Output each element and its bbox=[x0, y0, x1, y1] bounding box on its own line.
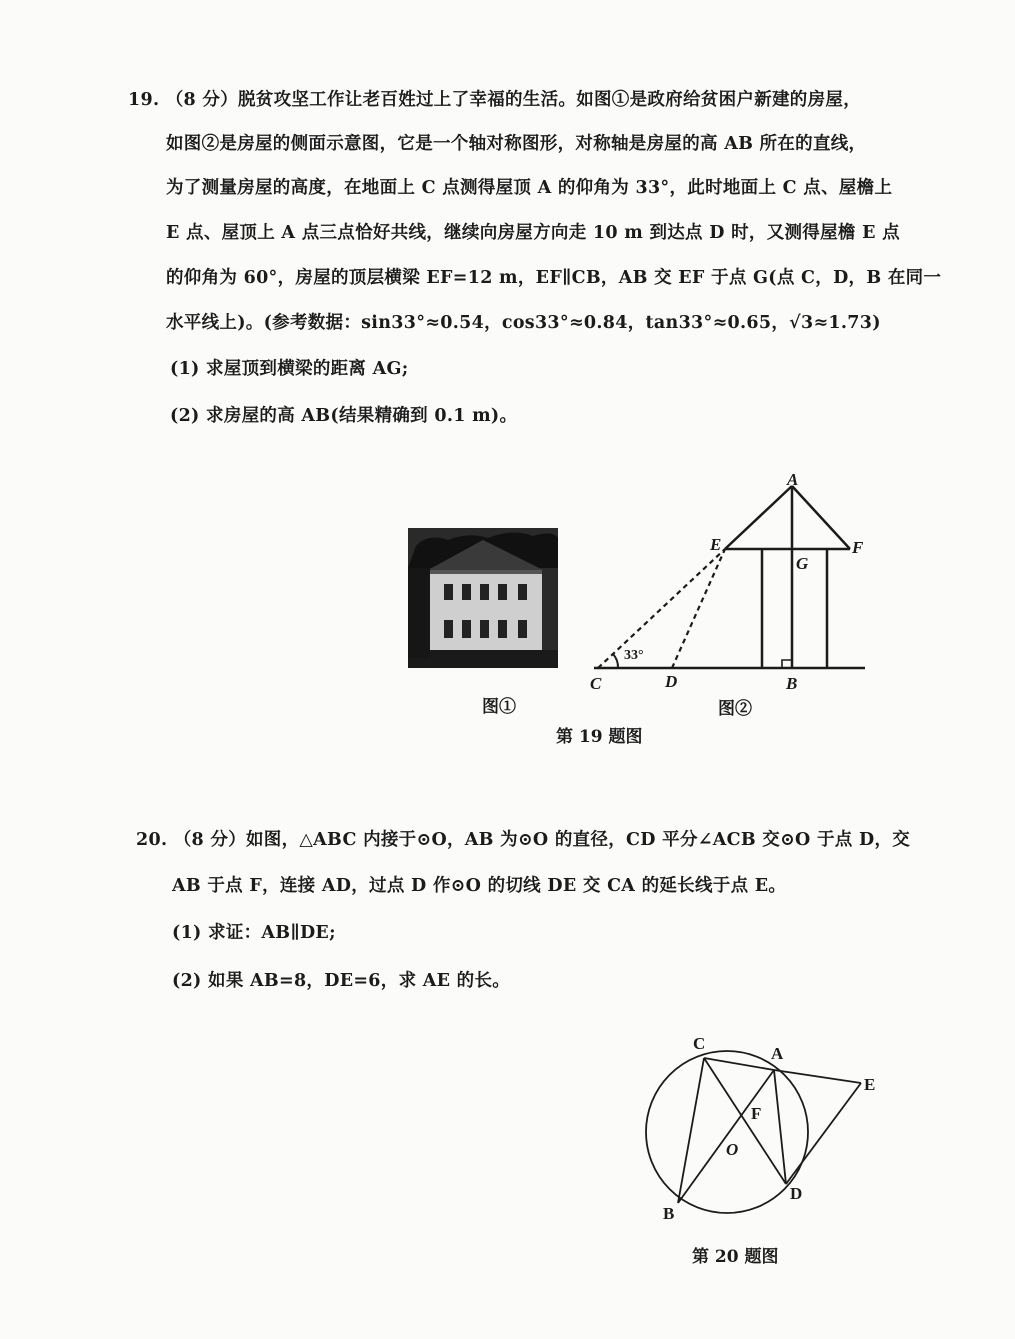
chord-cd bbox=[704, 1058, 786, 1184]
label-e: E bbox=[864, 1075, 876, 1094]
label-a: A bbox=[787, 470, 799, 489]
q19-subquestion-1: (1) 求屋顶到横梁的距离 AG; bbox=[170, 359, 409, 379]
q20-subquestion-2: (2) 如果 AB=8，DE=6，求 AE 的长。 bbox=[172, 971, 511, 991]
label-c: C bbox=[693, 1034, 706, 1053]
label-f: F bbox=[751, 1104, 762, 1123]
q19-subquestion-2: (2) 求房屋的高 AB(结果精确到 0.1 m)。 bbox=[170, 406, 518, 426]
label-b: B bbox=[786, 674, 798, 693]
q19-line-4: E 点、屋顶上 A 点三点恰好共线，继续向房屋方向走 10 m 到达点 D 时，又测得屋檐 E 点 bbox=[166, 223, 900, 243]
q19-line-1: 19. （8 分）脱贫攻坚工作让老百姓过上了幸福的生活。如图①是政府给贫困户新建的房屋， bbox=[128, 90, 862, 110]
label-d: D bbox=[665, 672, 678, 691]
line-de bbox=[672, 549, 725, 668]
label-g: G bbox=[796, 554, 809, 573]
q19-figure-caption: 第 19 题图 bbox=[556, 727, 643, 747]
angle-arc bbox=[613, 654, 618, 668]
circle-diagram bbox=[640, 1040, 890, 1240]
q20-line-2: AB 于点 F，连接 AD，过点 D 作⊙O 的切线 DE 交 CA 的延长线于点 E。 bbox=[172, 876, 787, 896]
label-c: C bbox=[590, 674, 602, 693]
label-a: A bbox=[771, 1044, 784, 1063]
angle-label: 33° bbox=[624, 648, 644, 663]
q19-line-5: 的仰角为 60°，房屋的顶层横梁 EF=12 m，EF∥CB，AB 交 EF 于点 G(点 C，D，B 在同一 bbox=[166, 268, 942, 288]
q20-line-1: 20. （8 分）如图，△ABC 内接于⊙O，AB 为⊙O 的直径，CD 平分∠ACB 交⊙O 于点 D，交 bbox=[136, 830, 911, 850]
label-o: O bbox=[726, 1140, 739, 1159]
q20-figure-caption: 第 20 题图 bbox=[692, 1247, 779, 1267]
line-af bbox=[792, 486, 850, 549]
tangent-de bbox=[786, 1083, 861, 1184]
fig1-caption: 图① bbox=[482, 697, 516, 717]
label-b: B bbox=[663, 1204, 675, 1223]
q20-subquestion-1: (1) 求证：AB∥DE; bbox=[172, 923, 336, 943]
label-e: E bbox=[710, 535, 722, 554]
line-ce bbox=[598, 549, 725, 668]
circle-o bbox=[646, 1051, 808, 1213]
fig2-caption: 图② bbox=[718, 699, 752, 719]
house-photo bbox=[408, 528, 558, 668]
q19-line-2: 如图②是房屋的侧面示意图，它是一个轴对称图形，对称轴是房屋的高 AB 所在的直线， bbox=[166, 134, 867, 154]
q19-line-3: 为了测量房屋的高度，在地面上 C 点测得屋顶 A 的仰角为 33°，此时地面上 C 点、屋檐上 bbox=[166, 178, 893, 198]
q19-line-6: 水平线上)。(参考数据：sin33°≈0.54，cos33°≈0.84，tan33°≈0.65，√3≈1.73) bbox=[166, 313, 881, 333]
label-f: F bbox=[852, 538, 864, 557]
label-d: D bbox=[790, 1184, 803, 1203]
chord-ab bbox=[678, 1070, 774, 1203]
chord-cb bbox=[678, 1058, 704, 1203]
line-ae bbox=[725, 486, 792, 549]
